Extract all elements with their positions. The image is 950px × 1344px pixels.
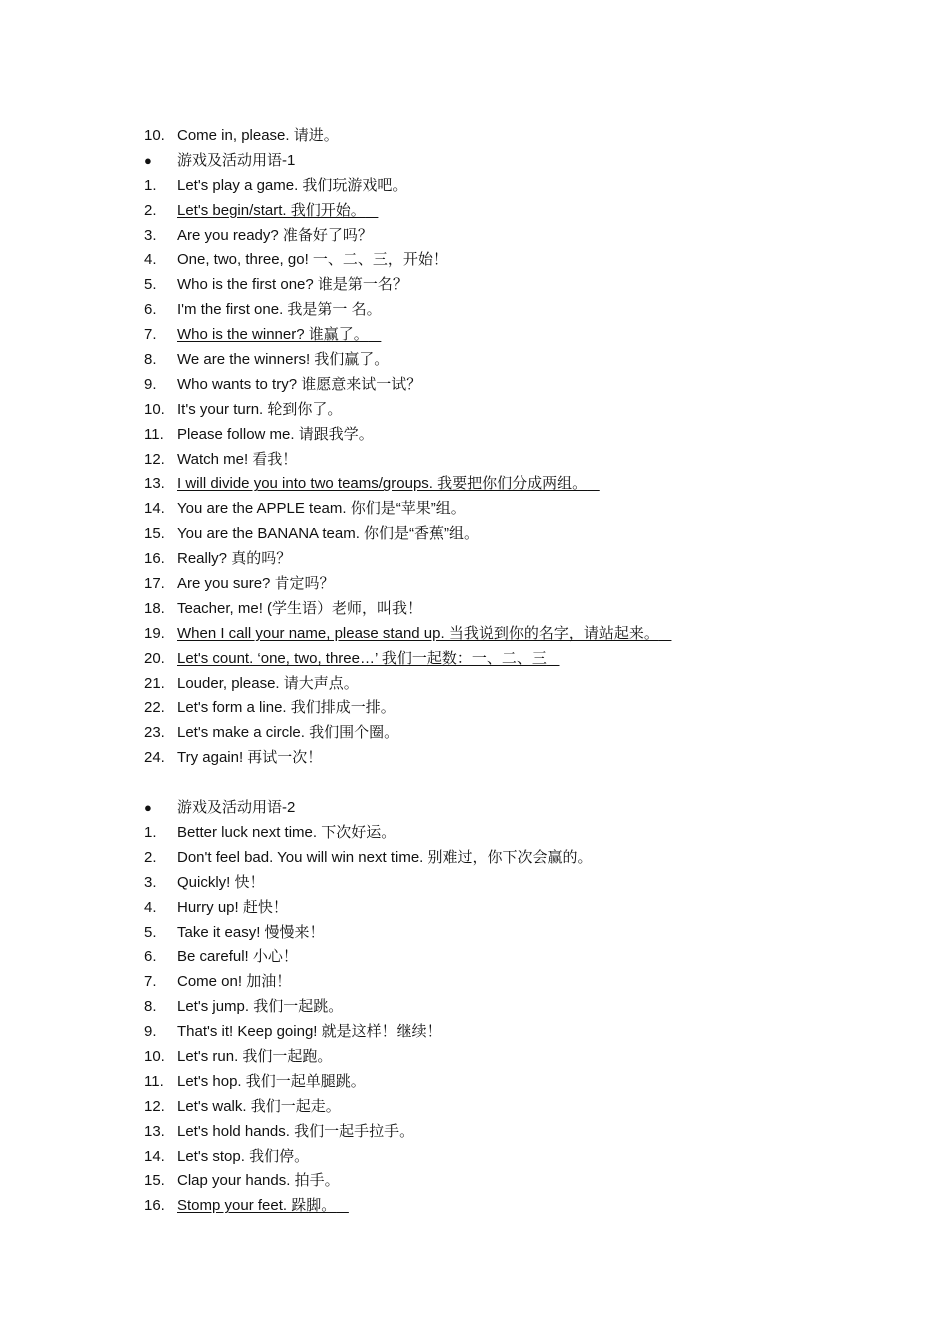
item-number: 23. [144, 724, 165, 742]
list-item [144, 1045, 824, 1070]
item-number: 15. [144, 525, 165, 543]
item-number: 11. [144, 1072, 164, 1090]
list-item [144, 572, 824, 597]
item-text: Who is the first one? 谁是第一名？ [177, 276, 408, 294]
item-text: Stomp your feet. 跺脚。 [177, 1197, 337, 1215]
item-text: We are the winners! 我们赢了。 [177, 351, 390, 369]
list-item [144, 970, 824, 995]
bullet-icon: ● [144, 800, 152, 816]
item-number: 20. [144, 649, 165, 667]
item-text: Louder, please. 请大声点。 [177, 674, 359, 692]
item-text: Let's play a game. 我们玩游戏吧。 [177, 176, 408, 194]
item-text: Watch me! 看我！ [177, 450, 298, 468]
list-item [144, 1120, 824, 1145]
item-text: Let's stop. 我们停。 [177, 1147, 310, 1165]
item-number: 15. [144, 1172, 165, 1190]
list-item [144, 721, 824, 746]
list-item [144, 124, 824, 149]
item-number: 8. [144, 998, 157, 1016]
item-text: Let's hold hands. 我们一起手拉手。 [177, 1122, 415, 1140]
item-number: 3. [144, 226, 157, 244]
document-content [144, 124, 824, 1219]
list-item [144, 348, 824, 373]
list-item [144, 1145, 824, 1170]
item-text: Hurry up! 赶快！ [177, 898, 288, 916]
item-number: 10. [144, 400, 165, 418]
item-number: 2. [144, 848, 157, 866]
list-item [144, 821, 824, 846]
item-text: One, two, three, go! 一、二、三，开始！ [177, 251, 448, 269]
list-item [144, 273, 824, 298]
item-number: 10. [144, 1047, 165, 1065]
item-text: Teacher, me! (学生语）老师，叫我！ [177, 599, 423, 617]
list-item [144, 995, 824, 1020]
list-item [144, 373, 824, 398]
section-heading-1 [144, 149, 824, 174]
item-text: Don't feel bad. You will win next time. 别难过，你下次会赢的。 [177, 848, 593, 866]
list-item [144, 1169, 824, 1194]
item-text: Let's hop. 我们一起单腿跳。 [177, 1072, 366, 1090]
item-text: Let's run. 我们一起跑。 [177, 1047, 333, 1065]
list-item [144, 622, 824, 647]
item-number: 21. [144, 674, 165, 692]
item-text: Let's begin/start. 我们开始。 [177, 201, 366, 219]
list-item [144, 174, 824, 199]
item-number: 8. [144, 351, 157, 369]
list-item [144, 298, 824, 323]
list-item [144, 672, 824, 697]
list-item [144, 224, 824, 249]
item-text: Who is the winner? 谁赢了。 [177, 326, 369, 344]
item-number: 9. [144, 375, 157, 393]
list-item [144, 448, 824, 473]
item-number: 9. [144, 1023, 157, 1041]
item-number: 16. [144, 1197, 165, 1215]
item-number: 14. [144, 500, 165, 518]
item-number: 14. [144, 1147, 165, 1165]
list-item [144, 472, 824, 497]
item-number: 24. [144, 749, 165, 767]
item-number: 11. [144, 425, 164, 443]
list-item [144, 896, 824, 921]
list-item [144, 1070, 824, 1095]
item-number: 1. [144, 176, 157, 194]
item-text: Let's count. ‘one, two, three…’ 我们一起数：一、二、三 [177, 649, 547, 667]
list-item [144, 398, 824, 423]
list-item [144, 323, 824, 348]
item-number: 5. [144, 923, 157, 941]
item-text: Come on! 加油！ [177, 973, 292, 991]
item-text: Really? 真的吗？ [177, 550, 292, 568]
list-item [144, 846, 824, 871]
item-number: 4. [144, 251, 157, 269]
item-text: Please follow me. 请跟我学。 [177, 425, 374, 443]
section-title: 游戏及活动用语-2 [177, 799, 296, 817]
item-text: Who wants to try? 谁愿意来试一试？ [177, 375, 422, 393]
item-text: You are the BANANA team. 你们是“香蕉”组。 [177, 525, 480, 543]
item-text: Are you sure? 肯定吗？ [177, 575, 335, 593]
item-text: Take it easy! 慢慢来！ [177, 923, 325, 941]
list-item [144, 1020, 824, 1045]
item-number: 10. [144, 127, 165, 144]
item-number: 4. [144, 898, 157, 916]
list-item [144, 522, 824, 547]
section-heading-2 [144, 796, 824, 821]
item-number: 13. [144, 475, 165, 493]
item-text: I'm the first one. 我是第一 名。 [177, 301, 382, 319]
item-text: Are you ready? 准备好了吗？ [177, 226, 373, 244]
item-number: 6. [144, 948, 157, 966]
item-number: 3. [144, 873, 157, 891]
list-item [144, 647, 824, 672]
item-number: 17. [144, 575, 165, 593]
item-number: 6. [144, 301, 157, 319]
item-number: 13. [144, 1122, 165, 1140]
item-number: 22. [144, 699, 165, 717]
list-item [144, 597, 824, 622]
item-number: 1. [144, 823, 157, 841]
list-item [144, 199, 824, 224]
item-number: 7. [144, 973, 157, 991]
list-item [144, 1095, 824, 1120]
item-number: 19. [144, 624, 165, 642]
bullet-icon: ● [144, 152, 152, 168]
item-text: Clap your hands. 拍手。 [177, 1172, 340, 1190]
item-number: 12. [144, 450, 165, 468]
list-item [144, 248, 824, 273]
item-text: Quickly! 快！ [177, 873, 265, 891]
list-item [144, 1194, 824, 1219]
item-text: When I call your name, please stand up. 当我说到你的名字，请站起来。 [177, 624, 659, 642]
item-number: 18. [144, 599, 165, 617]
item-number: 5. [144, 276, 157, 294]
list-item [144, 423, 824, 448]
blank-line [144, 771, 824, 796]
item-text: Come in, please. 请进。 [177, 127, 339, 144]
list-item [144, 945, 824, 970]
list-item [144, 497, 824, 522]
list-item [144, 696, 824, 721]
item-number: 12. [144, 1097, 165, 1115]
list-item [144, 547, 824, 572]
item-text: Better luck next time. 下次好运。 [177, 823, 397, 841]
list-item [144, 921, 824, 946]
item-number: 2. [144, 201, 157, 219]
item-text: Let's jump. 我们一起跳。 [177, 998, 344, 1016]
item-number: 7. [144, 326, 157, 344]
item-text: You are the APPLE team. 你们是“苹果”组。 [177, 500, 466, 518]
item-text: Be careful! 小心！ [177, 948, 298, 966]
item-text: Let's form a line. 我们排成一排。 [177, 699, 396, 717]
item-text: It's your turn. 轮到你了。 [177, 400, 343, 418]
item-text: I will divide you into two teams/groups. 我要把你们分成两组。 [177, 475, 588, 493]
item-number: 16. [144, 550, 165, 568]
list-item [144, 746, 824, 771]
section-title: 游戏及活动用语-1 [177, 151, 296, 169]
item-text: Try again! 再试一次！ [177, 749, 323, 767]
item-text: That's it! Keep going! 就是这样！继续！ [177, 1023, 442, 1041]
list-item [144, 871, 824, 896]
item-text: Let's walk. 我们一起走。 [177, 1097, 341, 1115]
item-text: Let's make a circle. 我们围个圈。 [177, 724, 400, 742]
